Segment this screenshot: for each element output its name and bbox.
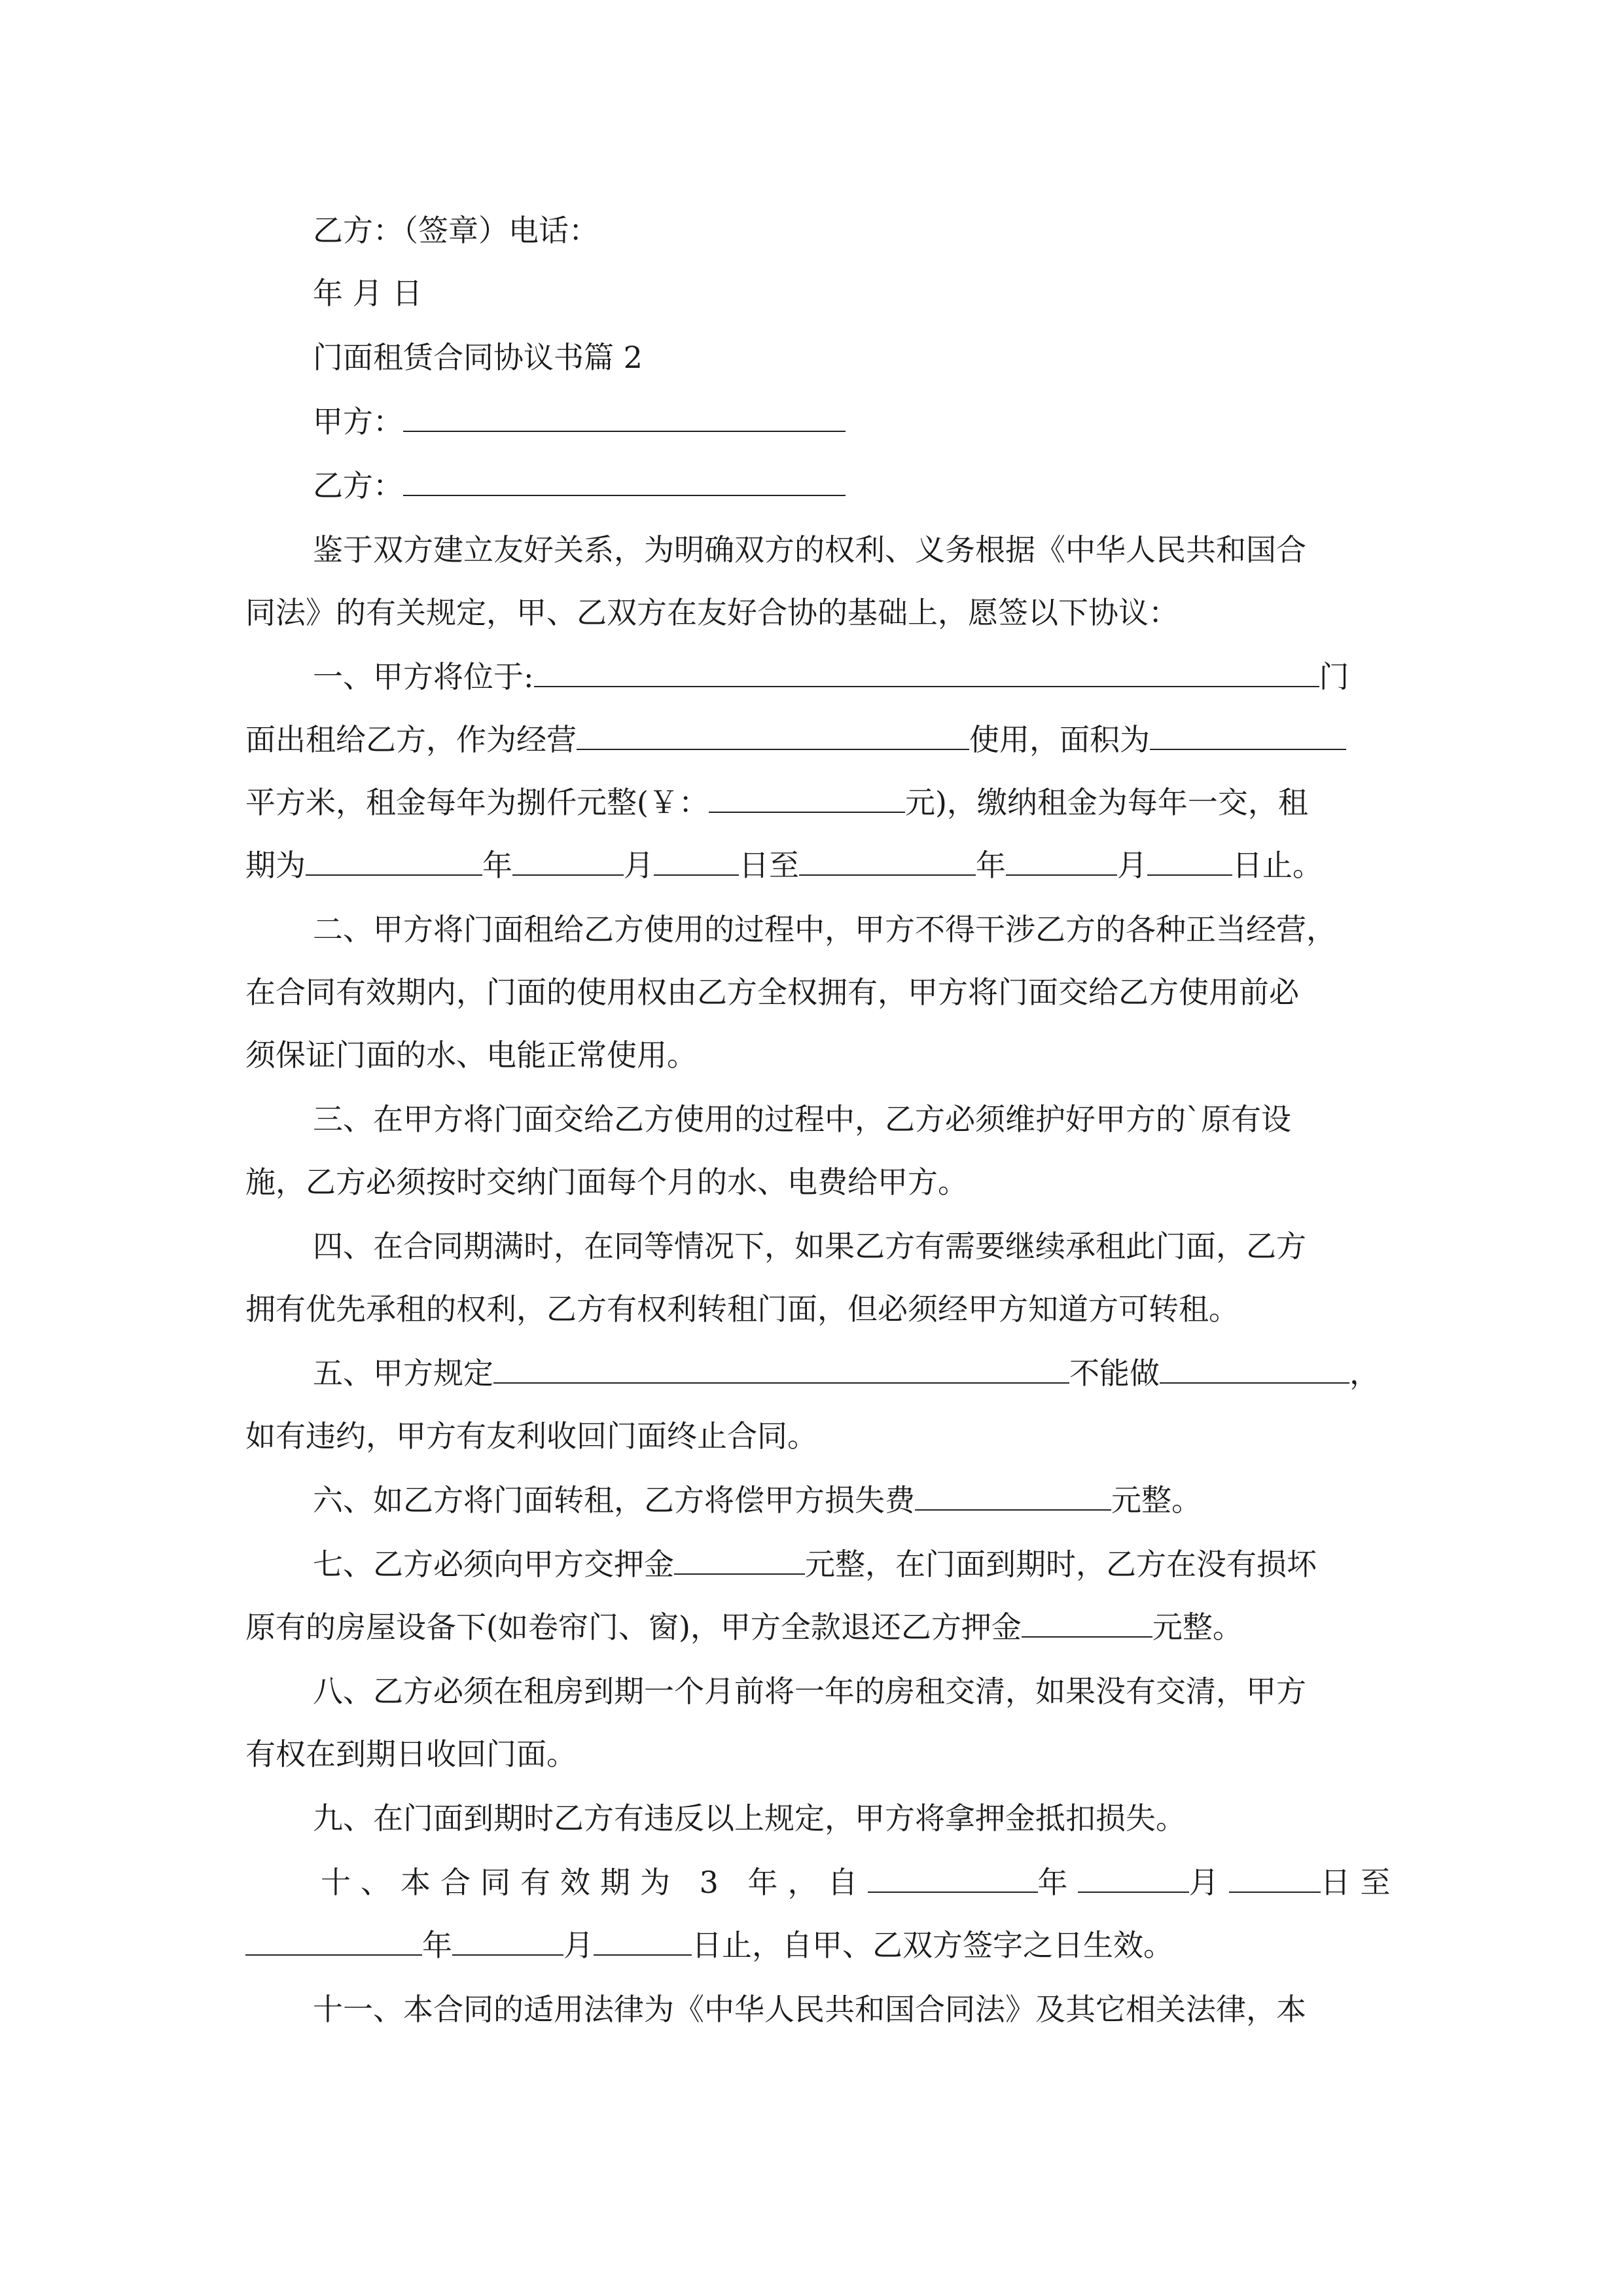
clause-1-text-i: 月 (624, 848, 654, 883)
clause-10-text-f: 月 (563, 1928, 594, 1963)
start-month-blank (512, 846, 624, 876)
location-blank (534, 657, 1319, 687)
clause-1-text-g: 期为 (245, 848, 306, 883)
section-title: 门面租赁合同协议书篇 2 (313, 340, 643, 375)
clause-7-line-1 (313, 1545, 1317, 1584)
clause-1-text-k: 年 (976, 848, 1006, 883)
clause-7-text-a: 七、乙方必须向甲方交押金 (313, 1547, 674, 1582)
valid-start-year-blank (868, 1863, 1038, 1893)
deposit-refund-blank (1022, 1607, 1152, 1638)
valid-end-day-blank (594, 1926, 692, 1956)
clause-1-line-2 (245, 720, 1346, 759)
start-day-blank (654, 846, 739, 876)
clause-1-text-m: 日止。 (1232, 848, 1323, 883)
clause-7-text-d: 元整。 (1152, 1609, 1243, 1645)
clause-4-line-2: 拥有优先承租的权利，乙方有权利转租门面，但必须经甲方知道方可转租。 (245, 1291, 1239, 1327)
clause-7-line-2 (245, 1607, 1243, 1647)
clause-1-line-3 (245, 783, 1308, 822)
end-year-blank (799, 846, 976, 876)
area-blank (1150, 720, 1346, 750)
party-b-line (313, 466, 846, 505)
clause-4-line-1: 四、在合同期满时，在同等情况下，如果乙方有需要继续承租此门面，乙方 (313, 1229, 1306, 1264)
clause-1-text-f: 元)，缴纳租金为每年一交，租 (904, 785, 1308, 820)
clause-1-text-h: 年 (482, 848, 512, 883)
regulation-blank (493, 1354, 1069, 1384)
clause-10-line-1 (321, 1863, 1400, 1902)
party-a-label: 甲方： (313, 404, 403, 439)
clause-1-text-b: 门 (1319, 659, 1349, 694)
preamble-line-2: 同法》的有关规定，甲、乙双方在友好合协的基础上，愿签以下协议： (245, 595, 1179, 630)
party-a-line (313, 402, 846, 441)
end-day-blank (1147, 846, 1232, 876)
party-a-blank (403, 402, 846, 432)
clause-10-text-a: 十、本合同有效期为 3 年，自 (321, 1865, 868, 1900)
clause-5-text-b: 不能做 (1069, 1355, 1160, 1391)
party-b-label: 乙方： (313, 468, 403, 503)
clause-5-text-a: 五、甲方规定 (313, 1355, 493, 1391)
clause-10-line-2 (245, 1926, 1173, 1965)
clause-10-text-b: 年 (1037, 1865, 1078, 1900)
loss-fee-blank (915, 1480, 1111, 1511)
valid-start-month-blank (1078, 1863, 1189, 1893)
clause-1-line-4 (245, 846, 1323, 885)
end-month-blank (1006, 846, 1117, 876)
clause-2-line-1: 二、甲方将门面租给乙方使用的过程中，甲方不得干涉乙方的各种正当经营， (313, 912, 1336, 947)
clause-10-text-c: 月 (1188, 1865, 1229, 1900)
preamble-line-1: 鉴于双方建立友好关系，为明确双方的权利、义务根据《中华人民共和国合 (313, 532, 1306, 567)
clause-10-text-g: 日止，自甲、乙双方签字之日生效。 (692, 1928, 1173, 1963)
deposit-blank (674, 1545, 805, 1575)
clause-5-line-1 (313, 1354, 1380, 1393)
clause-6-text-b: 元整。 (1111, 1482, 1202, 1518)
clause-1-text-e: 平方米，租金每年为捌仟元整(￥： (245, 785, 709, 820)
clause-10-text-e: 年 (422, 1928, 452, 1963)
clause-11-line-1: 十一、本合同的适用法律为《中华人民共和国合同法》及其它相关法律，本 (313, 1992, 1306, 2027)
clause-7-text-b: 元整，在门面到期时，乙方在没有损坏 (805, 1547, 1317, 1582)
valid-end-year-blank (245, 1926, 422, 1956)
clause-3-line-2: 施，乙方必须按时交纳门面每个月的水、电费给甲方。 (245, 1164, 968, 1200)
valid-start-day-blank (1229, 1863, 1321, 1893)
date-line: 年 月 日 (313, 276, 423, 311)
clause-8-line-2: 有权在到期日收回门面。 (245, 1736, 577, 1772)
clause-5-text-c: ， (1349, 1355, 1380, 1391)
clause-1-text-d: 使用，面积为 (969, 722, 1150, 757)
clause-3-line-1: 三、在甲方将门面交给乙方使用的过程中，乙方必须维护好甲方的`原有设 (313, 1102, 1291, 1137)
signature-line: 乙方：（签章）电话： (313, 213, 599, 248)
rent-amount-blank (709, 783, 905, 813)
start-year-blank (306, 846, 482, 876)
clause-1-text-c: 面出租给乙方，作为经营 (245, 722, 577, 757)
clause-2-line-2: 在合同有效期内，门面的使用权由乙方全权拥有，甲方将门面交给乙方使用前必 (245, 975, 1299, 1010)
clause-1-text-a: 一、甲方将位于: (313, 659, 534, 694)
clause-5-line-2: 如有违约，甲方有友利收回门面终止合同。 (245, 1418, 817, 1454)
clause-2-line-3: 须保证门面的水、电能正常使用。 (245, 1037, 697, 1073)
clause-1-text-j: 日至 (739, 848, 799, 883)
clause-6-line (313, 1480, 1202, 1520)
clause-10-text-d: 日至 (1320, 1865, 1400, 1900)
clause-9-line: 九、在门面到期时乙方有违反以上规定，甲方将拿押金抵扣损失。 (313, 1801, 1186, 1836)
party-b-blank (403, 466, 846, 496)
clause-1-text-l: 月 (1117, 848, 1147, 883)
clause-6-text-a: 六、如乙方将门面转租，乙方将偿甲方损失费 (313, 1482, 915, 1518)
clause-7-text-c: 原有的房屋设备下(如卷帘门、窗)，甲方全款退还乙方押金 (245, 1609, 1022, 1645)
clause-1-line-1 (313, 657, 1349, 696)
business-use-blank (577, 720, 969, 750)
prohibited-blank (1160, 1354, 1349, 1384)
clause-8-line-1: 八、乙方必须在租房到期一个月前将一年的房租交清，如果没有交清，甲方 (313, 1674, 1306, 1709)
valid-end-month-blank (452, 1926, 563, 1956)
